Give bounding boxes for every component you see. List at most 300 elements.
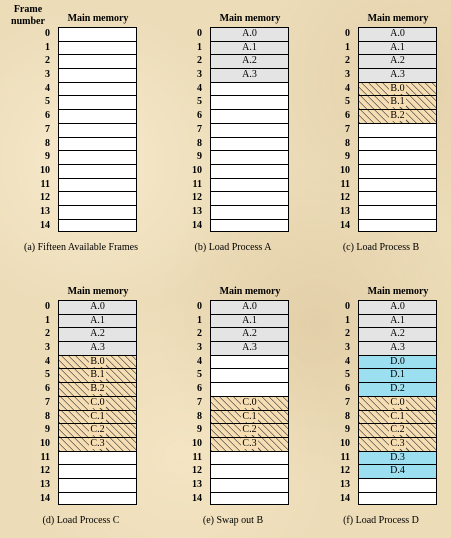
panel-c-load-process-b [306,4,451,264]
memory-frame-cell [358,205,437,219]
page-label: C.2 [242,424,257,436]
memory-frame-cell [358,464,437,478]
frame-number: 0 [345,301,350,312]
page-label: C.1 [90,410,105,422]
memory-frame-cell [58,178,137,192]
frame-row [158,382,308,396]
frame-row [6,123,156,137]
frame-row [306,82,451,96]
frame-row [158,437,308,451]
memory-frame-cell [58,137,137,151]
frame-number: 4 [345,82,350,94]
page-label: A.3 [242,342,257,354]
frame-row [6,464,156,478]
memory-frame-cell [58,164,137,178]
memory-frame-cell [58,478,137,492]
frame-number: 5 [345,96,350,108]
frame-row [6,423,156,437]
frame-number-header: Frame number [11,4,45,27]
frame-number: 6 [345,383,350,395]
memory-frame-cell [58,355,137,369]
frame-number: 11 [340,451,350,463]
memory-frame-cell [210,82,289,96]
frame-row [6,109,156,123]
frame-number: 1 [197,41,202,53]
memory-frame-cell [358,382,437,396]
memory-frame-cell [210,205,289,219]
panel-caption: (d) Load Process C [42,515,120,526]
frame-row [306,68,451,82]
frame-number: 11 [192,178,202,190]
frame-number: 12 [40,465,50,477]
memory-frame-cell [358,137,437,151]
frame-row [6,27,156,41]
frame-number: 4 [45,355,50,367]
frame-row [6,368,156,382]
panel-caption: (b) Load Process A [194,242,272,253]
memory-frame-cell [58,327,137,341]
frame-number: 4 [45,82,50,94]
memory-frame-cell [358,178,437,192]
frame-row [158,137,308,151]
frame-number: 7 [197,396,202,408]
frame-number: 5 [197,96,202,108]
frame-row [306,95,451,109]
memory-frame-cell [210,164,289,178]
frame-row [158,327,308,341]
frame-row [6,341,156,355]
page-label: B.2 [390,110,405,122]
memory-frame-cell [358,355,437,369]
frame-number: 14 [340,219,350,231]
memory-frame-cell [58,109,137,123]
frame-row [6,164,156,178]
frame-number: 7 [45,123,50,135]
frame-row [158,27,308,41]
memory-frame-cell [58,27,137,41]
frame-number: 9 [345,151,350,163]
frame-number: 6 [45,110,50,122]
frame-row [306,437,451,451]
memory-frame-cell [358,82,437,96]
frame-row [6,41,156,55]
memory-frame-cell [58,150,137,164]
frame-row [306,396,451,410]
frame-number: 5 [45,369,50,381]
memory-frame-cell [58,382,137,396]
frame-number: 14 [340,492,350,504]
frame-number: 14 [40,492,50,504]
frame-row [306,478,451,492]
frame-number: 3 [197,342,202,354]
memory-frame-cell [58,54,137,68]
frame-row [6,396,156,410]
frame-row [158,82,308,96]
frame-number: 8 [345,410,350,422]
page-label: A.2 [390,55,405,67]
memory-frame-cell [358,27,437,41]
memory-frame-cell [358,410,437,424]
frame-column [158,300,308,505]
memory-frame-cell [210,368,289,382]
page-label: A.3 [242,69,257,81]
memory-frame-cell [210,382,289,396]
frame-column [306,27,451,232]
frame-number: 11 [40,451,50,463]
frame-row [306,164,451,178]
frame-row [306,150,451,164]
memory-frame-cell [358,437,437,451]
frame-number: 9 [45,424,50,436]
memory-frame-cell [358,109,437,123]
page-label: A.2 [242,55,257,67]
page-label: D.4 [390,465,405,477]
frame-row [6,219,156,233]
frame-number: 11 [40,178,50,190]
memory-frame-cell [210,300,289,314]
memory-frame-cell [210,219,289,233]
page-label: A.3 [90,342,105,354]
page-label: A.1 [242,314,257,326]
frame-number: 1 [45,314,50,326]
frame-number: 14 [192,492,202,504]
memory-frame-cell [58,492,137,506]
page-label: A.0 [242,28,257,39]
frame-number: 8 [345,137,350,149]
frame-row [6,82,156,96]
page-label: C.1 [390,410,405,422]
frame-number: 6 [345,110,350,122]
frame-row [306,368,451,382]
frame-number: 5 [197,369,202,381]
frame-number: 8 [45,410,50,422]
panel-caption: (f) Load Process D [343,515,419,526]
memory-frame-cell [58,95,137,109]
frame-row [158,410,308,424]
memory-frame-cell [210,464,289,478]
memory-frame-cell [58,191,137,205]
page-label: A.3 [390,342,405,354]
frame-row [306,423,451,437]
memory-frame-cell [210,41,289,55]
memory-frame-cell [358,123,437,137]
frame-row [158,451,308,465]
frame-row [306,382,451,396]
frame-row [6,150,156,164]
frame-number: 9 [45,151,50,163]
frame-row [158,300,308,314]
frame-number: 13 [40,478,50,490]
memory-frame-cell [358,300,437,314]
frame-row [158,123,308,137]
frame-column [306,300,451,505]
memory-frame-cell [58,464,137,478]
page-label: B.0 [390,82,405,94]
frame-number: 10 [40,164,50,176]
page-label: C.2 [90,424,105,436]
memory-frame-cell [210,423,289,437]
memory-frame-cell [358,341,437,355]
frame-number: 2 [197,55,202,67]
frame-number: 2 [197,328,202,340]
memory-frame-cell [210,27,289,41]
page-label: B.1 [90,369,105,381]
frame-number: 7 [197,123,202,135]
page-label: C.3 [242,437,257,449]
frame-row [158,368,308,382]
frame-row [306,300,451,314]
frame-row [158,341,308,355]
panel-caption: (c) Load Process B [342,242,420,253]
frame-row [158,423,308,437]
memory-frame-cell [210,54,289,68]
memory-frame-cell [210,492,289,506]
memory-frame-cell [210,314,289,328]
frame-row [158,164,308,178]
frame-number: 3 [345,342,350,354]
frame-number: 0 [197,28,202,39]
memory-frame-cell [58,300,137,314]
page-label: A.0 [390,301,405,312]
memory-frame-cell [210,451,289,465]
frame-row [306,464,451,478]
panel-a-fifteen-available-frames [6,4,151,264]
frame-row [6,478,156,492]
frame-number: 12 [340,465,350,477]
frame-row [6,137,156,151]
frame-row [158,478,308,492]
frame-row [6,95,156,109]
memory-frame-cell [358,423,437,437]
frame-number: 7 [45,396,50,408]
main-memory-label: Main memory [367,13,429,24]
memory-frame-cell [58,437,137,451]
memory-frame-cell [210,68,289,82]
frame-number: 8 [45,137,50,149]
frame-row [158,178,308,192]
frame-number: 10 [192,164,202,176]
memory-frame-cell [358,54,437,68]
frame-row [158,314,308,328]
frame-row [306,410,451,424]
frame-row [6,54,156,68]
frame-number: 0 [345,28,350,39]
frame-column [158,27,308,232]
memory-frame-cell [358,68,437,82]
frame-row [6,178,156,192]
frame-number: 10 [340,437,350,449]
frame-number: 13 [40,205,50,217]
memory-frame-cell [358,164,437,178]
frame-number: 3 [197,69,202,81]
frame-number: 9 [197,424,202,436]
main-memory-label: Main memory [367,286,429,297]
frame-row [306,109,451,123]
frame-number: 12 [192,465,202,477]
page-label: D.1 [390,369,405,381]
frame-number: 8 [197,410,202,422]
frame-number: 14 [192,219,202,231]
frame-number: 4 [197,82,202,94]
frame-row [158,150,308,164]
frame-row [6,68,156,82]
memory-frame-cell [358,219,437,233]
frame-row [306,123,451,137]
frame-row [6,382,156,396]
frame-number: 3 [45,342,50,354]
page-label: C.3 [90,437,105,449]
memory-frame-cell [210,355,289,369]
frame-number: 14 [40,219,50,231]
memory-frame-cell [58,451,137,465]
frame-row [6,437,156,451]
frame-row [306,219,451,233]
memory-frame-cell [210,109,289,123]
panel-b-load-process-a [158,4,303,264]
frame-number: 5 [45,96,50,108]
frame-row [158,95,308,109]
frame-number: 1 [345,41,350,53]
memory-frame-cell [210,437,289,451]
frame-row [306,341,451,355]
frame-row [306,54,451,68]
memory-frame-cell [358,95,437,109]
frame-number: 4 [345,355,350,367]
panel-caption: (a) Fifteen Available Frames [24,242,138,253]
frame-row [306,492,451,506]
page-label: B.2 [90,383,105,395]
panel-e-swap-out-b [158,277,303,537]
page-label: A.1 [242,41,257,53]
frame-number: 8 [197,137,202,149]
frame-row [306,205,451,219]
page-label: D.0 [390,355,405,367]
frame-row [158,464,308,478]
frame-number: 2 [45,328,50,340]
frame-row [158,396,308,410]
frame-number: 2 [345,55,350,67]
frame-row [158,355,308,369]
memory-frame-cell [210,191,289,205]
frame-number: 7 [345,123,350,135]
frame-row [306,191,451,205]
page-label: D.2 [390,383,405,395]
memory-frame-cell [58,410,137,424]
frame-number: 12 [40,192,50,204]
memory-frame-cell [58,423,137,437]
frame-number: 0 [45,301,50,312]
page-label: A.1 [390,314,405,326]
main-memory-label: Main memory [219,13,281,24]
page-label: A.0 [90,301,105,312]
main-memory-label: Main memory [67,286,129,297]
page-label: B.1 [390,96,405,108]
memory-frame-cell [210,341,289,355]
frame-row [158,54,308,68]
memory-frame-cell [58,123,137,137]
frame-number: 7 [345,396,350,408]
memory-frame-cell [210,178,289,192]
memory-frame-cell [358,150,437,164]
frame-number: 3 [45,69,50,81]
page-label: C.2 [390,424,405,436]
frame-number: 9 [197,151,202,163]
memory-frame-cell [58,219,137,233]
memory-frame-cell [58,82,137,96]
memory-frame-cell [210,396,289,410]
frame-row [306,41,451,55]
panel-caption: (e) Swap out B [202,515,264,526]
frame-number: 1 [197,314,202,326]
frame-row [6,410,156,424]
frame-number: 10 [40,437,50,449]
frame-number: 1 [45,41,50,53]
panel-d-load-process-c [6,277,151,537]
frame-column [6,300,156,505]
frame-row [306,314,451,328]
frame-number: 0 [197,301,202,312]
frame-row [6,191,156,205]
memory-frame-cell [358,396,437,410]
page-label: A.2 [390,328,405,340]
memory-frame-cell [358,314,437,328]
frame-row [6,355,156,369]
page-label: A.1 [90,314,105,326]
frame-number: 12 [340,192,350,204]
page-label: A.1 [390,41,405,53]
memory-frame-cell [58,205,137,219]
memory-frame-cell [58,41,137,55]
frame-number: 2 [345,328,350,340]
frame-number: 12 [192,192,202,204]
memory-frame-cell [210,137,289,151]
frame-row [306,451,451,465]
frame-row [306,355,451,369]
frame-number: 0 [45,28,50,39]
frame-row [158,492,308,506]
memory-frame-cell [358,451,437,465]
frame-row [158,68,308,82]
frame-row [306,327,451,341]
frame-number: 13 [340,478,350,490]
memory-frame-cell [358,191,437,205]
memory-frame-cell [358,41,437,55]
main-memory-label: Main memory [67,13,129,24]
page-label: D.3 [390,451,405,463]
frame-number: 3 [345,69,350,81]
frame-number: 13 [192,478,202,490]
memory-frame-cell [210,95,289,109]
frame-number: 13 [340,205,350,217]
frame-row [6,314,156,328]
frame-number: 6 [197,110,202,122]
frame-number: 10 [192,437,202,449]
page-label: B.0 [90,355,105,367]
page-label: C.1 [242,410,257,422]
frame-row [6,327,156,341]
frame-row [158,219,308,233]
frame-number: 2 [45,55,50,67]
frame-row [158,191,308,205]
memory-frame-cell [58,396,137,410]
frame-row [6,492,156,506]
memory-frame-cell [210,410,289,424]
page-label: A.2 [90,328,105,340]
memory-frame-cell [58,314,137,328]
frame-row [6,205,156,219]
frame-row [158,205,308,219]
main-memory-label: Main memory [219,286,281,297]
